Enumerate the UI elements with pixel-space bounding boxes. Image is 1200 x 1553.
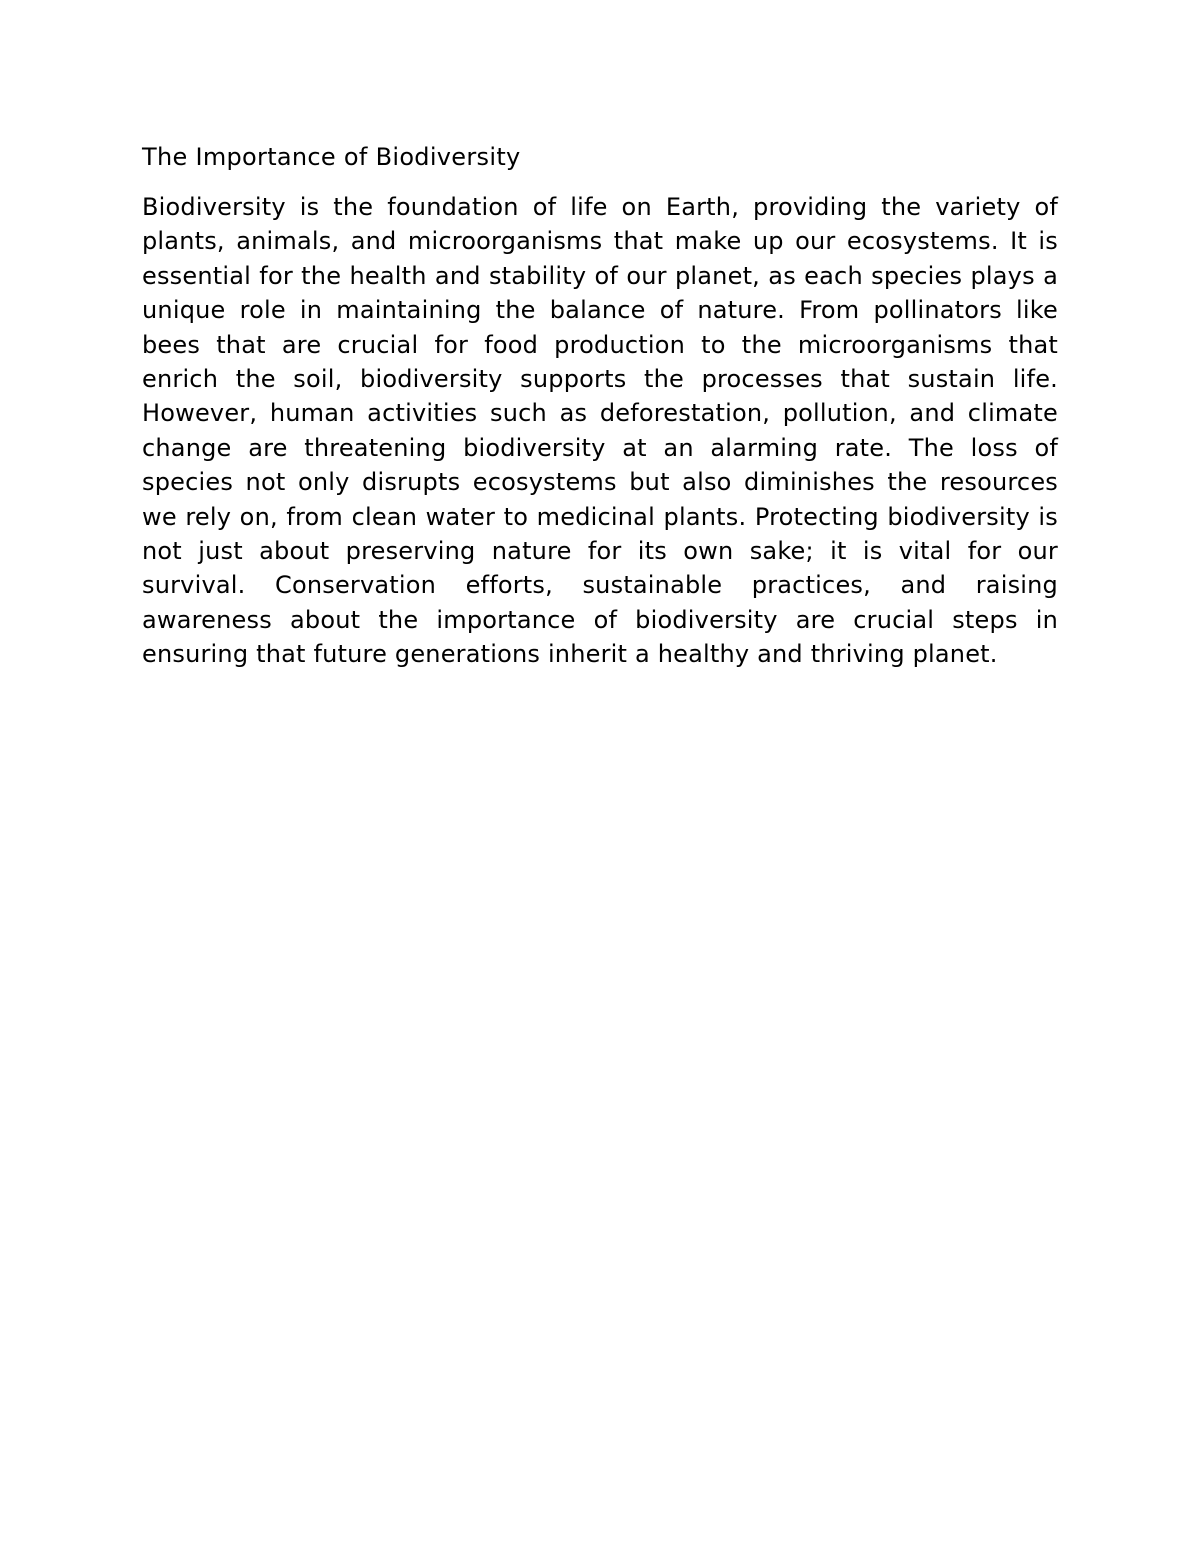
document-title: The Importance of Biodiversity <box>142 143 521 171</box>
document-content <box>142 140 1058 672</box>
document-body-paragraph: Biodiversity is the foundation of life on Earth, providing the variety of plants, animals, and microorganisms that make up our ecosystems. It is essential for the health and stability of our planet, as each species plays a unique role in maintaining the balance of nature. From pollinators like bees that are crucial for food production to the microorganisms that enrich the soil, biodiversity supports the processes that sustain life. However, human activities such as deforestation, pollution, and climate change are threatening biodiversity at an alarming rate. The loss of species not only disrupts ecosystems but also diminishes the resources we rely on, from clean water to medicinal plants. Protecting biodiversity is not just about preserving nature for its own sake; it is vital for our survival. Conservation efforts, sustainable practices, and raising awareness about the importance of biodiversity are crucial steps in ensuring that future generations inherit a healthy and thriving planet. <box>142 193 1058 669</box>
